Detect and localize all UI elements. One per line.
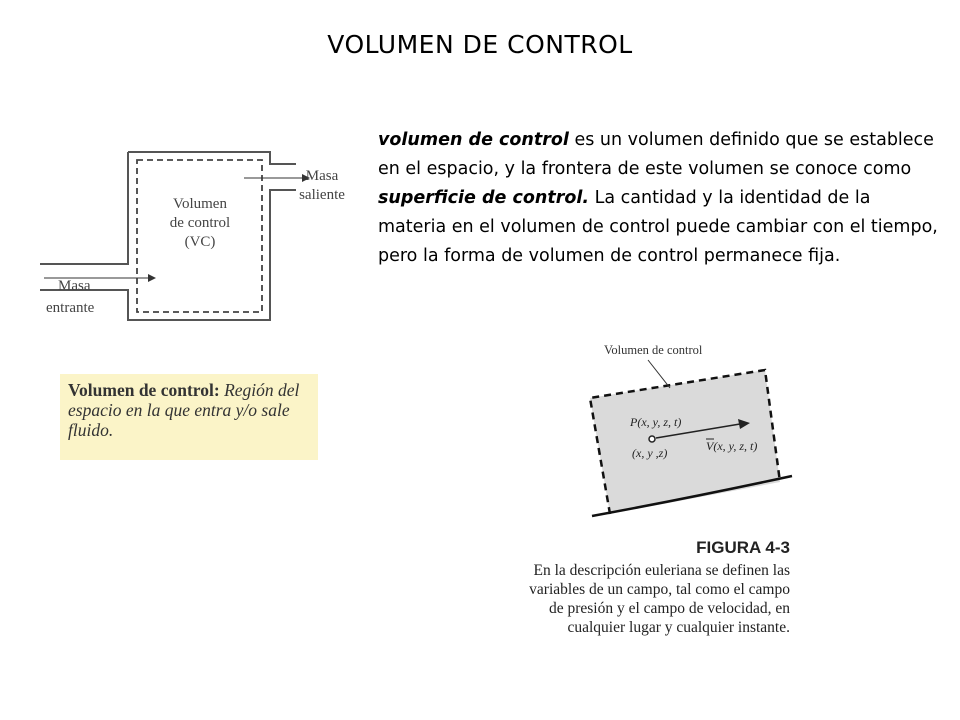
- velocity-args: (x, y, z, t): [713, 439, 758, 453]
- eulerian-field-diagram: [580, 336, 810, 526]
- point-label: P(x, y, z, t): [630, 415, 682, 429]
- coords-label: (x, y ,z): [632, 446, 668, 460]
- figure-heading: FIGURA 4-3: [696, 538, 790, 557]
- pipe-outer-wall: [40, 152, 296, 320]
- definition-paragraph: [378, 126, 938, 271]
- cv-label-1: Volumen: [173, 196, 227, 212]
- velocity-symbol: V: [706, 439, 714, 453]
- definition-rest: Región del espacio en la que entra y/o sale fluido.: [68, 380, 300, 440]
- slide-title: VOLUMEN DE CONTROL: [327, 30, 633, 59]
- term-control-surface: superficie de control.: [378, 188, 590, 208]
- inlet-label-2: entrante: [46, 300, 95, 316]
- paragraph-text-2: La cantidad y la identidad de la materia en el volumen de control puede cambiar con el tiempo, pero la forma de volumen de control permanece fija.: [378, 188, 938, 266]
- point-marker: [649, 436, 655, 442]
- figure-caption-text: En la descripción euleriana se definen las variables de un campo, tal como el campo de presión y el campo de velocidad, en cualquier lugar y cualquier instante.: [529, 562, 790, 636]
- cv-label-2: de control: [169, 215, 231, 231]
- figure-caption: [520, 538, 790, 637]
- inlet-label-1: Masa: [58, 278, 91, 294]
- velocity-label: [706, 439, 757, 453]
- control-volume-diagram: [40, 140, 370, 330]
- term-control-volume: volumen de control: [378, 130, 569, 150]
- definition-lead: Volumen de control:: [68, 380, 220, 400]
- inlet-arrow: [148, 274, 156, 282]
- paragraph-text-1: es un volumen definido que se establece en el espacio, y la frontera de este volumen se conoce como: [378, 130, 934, 179]
- outlet-label-1: Masa: [305, 168, 339, 184]
- outlet-label-2: saliente: [299, 187, 345, 203]
- leader-line: [648, 360, 670, 388]
- cv-label-3: (VC): [184, 234, 216, 250]
- definition-box: [60, 374, 318, 460]
- control-volume-label: Volumen de control: [604, 343, 703, 357]
